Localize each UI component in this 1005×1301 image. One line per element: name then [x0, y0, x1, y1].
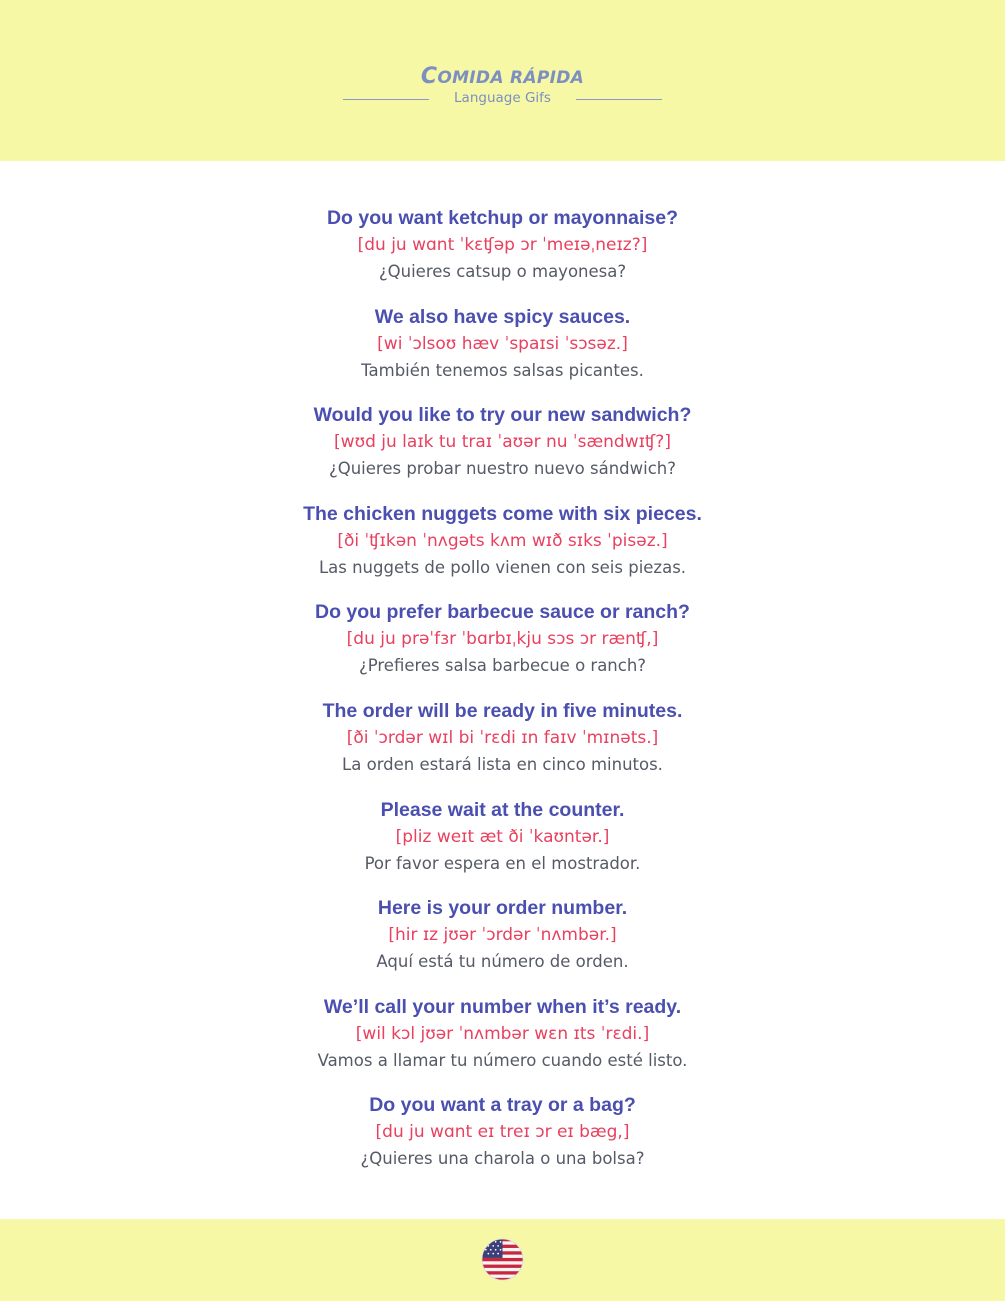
ipa-transcription: [du ju wɑnt ˈkɛʧəp ɔr ˈmeɪəˌneɪz?] [357, 235, 648, 255]
phrase-entry [0, 304, 1005, 403]
phrase-entry [0, 994, 1005, 1093]
english-phrase: We’ll call your number when it’s ready. [323, 995, 682, 1018]
ipa-transcription: [hir ɪz jʊər ˈɔrdər ˈnʌmbər.] [388, 925, 617, 946]
phrase-list [0, 205, 1005, 1191]
ipa-transcription: [du ju prəˈfɜr ˈbɑrbɪˌkju sɔs ɔr rænʧ,] [346, 629, 659, 650]
ipa-transcription: [ði ˈɔrdər wɪl bi ˈrɛdi ɪn faɪv ˈmɪnəts.] [346, 727, 659, 748]
header-band [0, 0, 1005, 161]
phrase-entry [0, 895, 1005, 994]
phrase-entry [0, 698, 1005, 797]
ipa-transcription: [pliz weɪt æt ði ˈkaʊntər.] [395, 826, 610, 847]
english-phrase: We also have spicy sauces. [374, 305, 631, 328]
spanish-translation: ¿Prefieres salsa barbecue o ranch? [358, 656, 647, 676]
ipa-transcription: [wil kɔl jʊər ˈnʌmbər wɛn ɪts ˈrɛdi.] [355, 1023, 650, 1044]
spanish-translation: También tenemos salsas picantes. [361, 360, 644, 380]
page-subtitle: Language Gifs [454, 90, 551, 106]
subtitle-row [0, 90, 1005, 110]
phrase-entry [0, 501, 1005, 600]
spanish-translation: ¿Quieres una charola o una bolsa? [360, 1149, 645, 1169]
english-phrase: The order will be ready in five minutes. [322, 699, 683, 722]
english-phrase: Would you like to try our new sandwich? [313, 404, 692, 427]
phrase-entry [0, 205, 1005, 304]
english-phrase: The chicken nuggets come with six pieces. [303, 502, 702, 525]
ipa-transcription: [ði ˈʧɪkən ˈnʌgəts kʌm wɪð sɪks ˈpisəz.] [337, 530, 668, 551]
spanish-translation: ¿Quieres catsup o mayonesa? [378, 262, 627, 281]
english-phrase: Here is your order number. [377, 897, 628, 920]
us-flag-icon [481, 1238, 524, 1281]
spanish-translation: Vamos a llamar tu número cuando esté listo. [317, 1050, 688, 1070]
spanish-translation: La orden estará lista en cinco minutos. [342, 754, 663, 774]
spanish-translation: ¿Quieres probar nuestro nuevo sándwich? [328, 459, 677, 479]
english-phrase: Do you want a tray or a bag? [369, 1094, 636, 1117]
english-phrase: Do you prefer barbecue sauce or ranch? [315, 601, 690, 624]
spanish-translation: Aquí está tu número de orden. [376, 952, 629, 972]
phrase-entry [0, 797, 1005, 896]
spanish-translation: Por favor espera en el mostrador. [364, 853, 641, 873]
spanish-translation: Las nuggets de pollo vienen con seis piezas. [318, 557, 687, 577]
ipa-transcription: [wʊd ju laɪk tu traɪ ˈaʊər nu ˈsændwɪʧ?] [334, 432, 671, 453]
phrase-entry [0, 402, 1005, 501]
page-title [0, 64, 1005, 89]
ipa-transcription: [wi ˈɔlsoʊ hæv ˈspaɪsi ˈsɔsəz.] [377, 333, 628, 354]
right-divider [576, 99, 662, 100]
english-phrase: Please wait at the counter. [380, 798, 625, 821]
english-phrase: Do you want ketchup or mayonnaise? [326, 207, 679, 229]
phrase-entry [0, 599, 1005, 698]
title-rest: OMIDA RÁPIDA [437, 68, 585, 88]
footer-band [0, 1219, 1005, 1301]
phrase-entry [0, 1092, 1005, 1191]
title-initial: C [420, 64, 438, 89]
ipa-transcription: [du ju wɑnt eɪ treɪ ɔr eɪ bæg,] [375, 1122, 630, 1143]
